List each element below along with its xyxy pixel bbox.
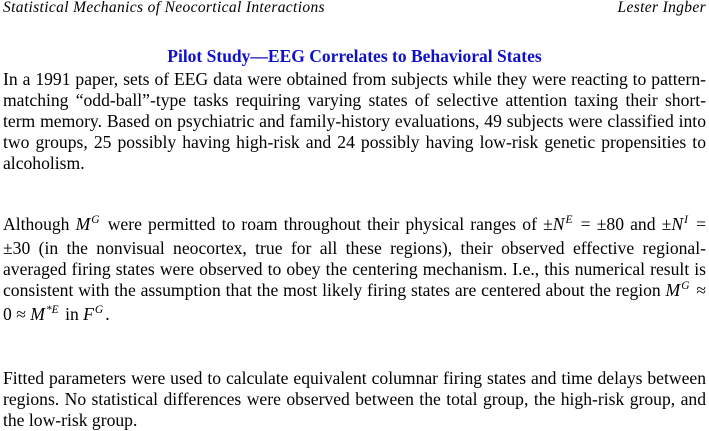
math-variable: M [665,279,681,300]
text-segment: = ±30 (in the nonvisual neocortex, true for all these regions), their observed effective regional-averaged firing states were observed to obey the centering mechanism. I.e., this numerical result is consistent with the assumption that the most likely firing states are centered about the region [3,214,706,300]
running-header [3,0,706,18]
text-segment: were permitted to roam throughout their physical ranges of ± [101,214,553,234]
math-superscript: G [91,214,100,226]
text-segment: = ±80 and ± [574,214,672,234]
running-header-author: Lester Ingber [617,0,706,16]
math-variable: N [671,214,684,234]
math-superscript: I [684,214,688,226]
math-superscript: E [565,214,573,226]
text-segment: ≈ 0 ≈ [3,279,706,324]
paragraph-fitted-parameters: Fitted parameters were used to calculate equivalent columnar firing states and time delays between regions. No statistical differences were observed between the total group, the high-risk group, and the low-risk group. [3,368,706,430]
text-segment: in [60,303,84,324]
math-superscript: G [94,303,104,316]
running-header-title: Statistical Mechanics of Neocortical Interactions [3,0,325,16]
section-title: Pilot Study—EEG Correlates to Behavioral States [167,46,542,66]
math-superscript: G [681,279,690,292]
math-superscript: *E [45,303,59,316]
paragraph-eeg-data: In a 1991 paper, sets of EEG data were obtained from subjects while they were reacting to pattern-matching “odd-ball”-type tasks requiring varying states of selective attention taxing their short-term memory. Based on psychiatric and family-history evaluations, 49 subjects were classified into two groups, 25 possibly having high-risk and 24 possibly having low-risk genetic propensities to alcoholism. [3,69,706,173]
math-variable: F [83,303,94,324]
text-segment: Although [3,214,76,234]
math-variable: M [30,303,45,324]
math-variable: M [75,214,91,234]
text-segment: . [105,303,110,324]
paragraph-firing-states [3,214,706,328]
math-variable: N [552,214,565,234]
